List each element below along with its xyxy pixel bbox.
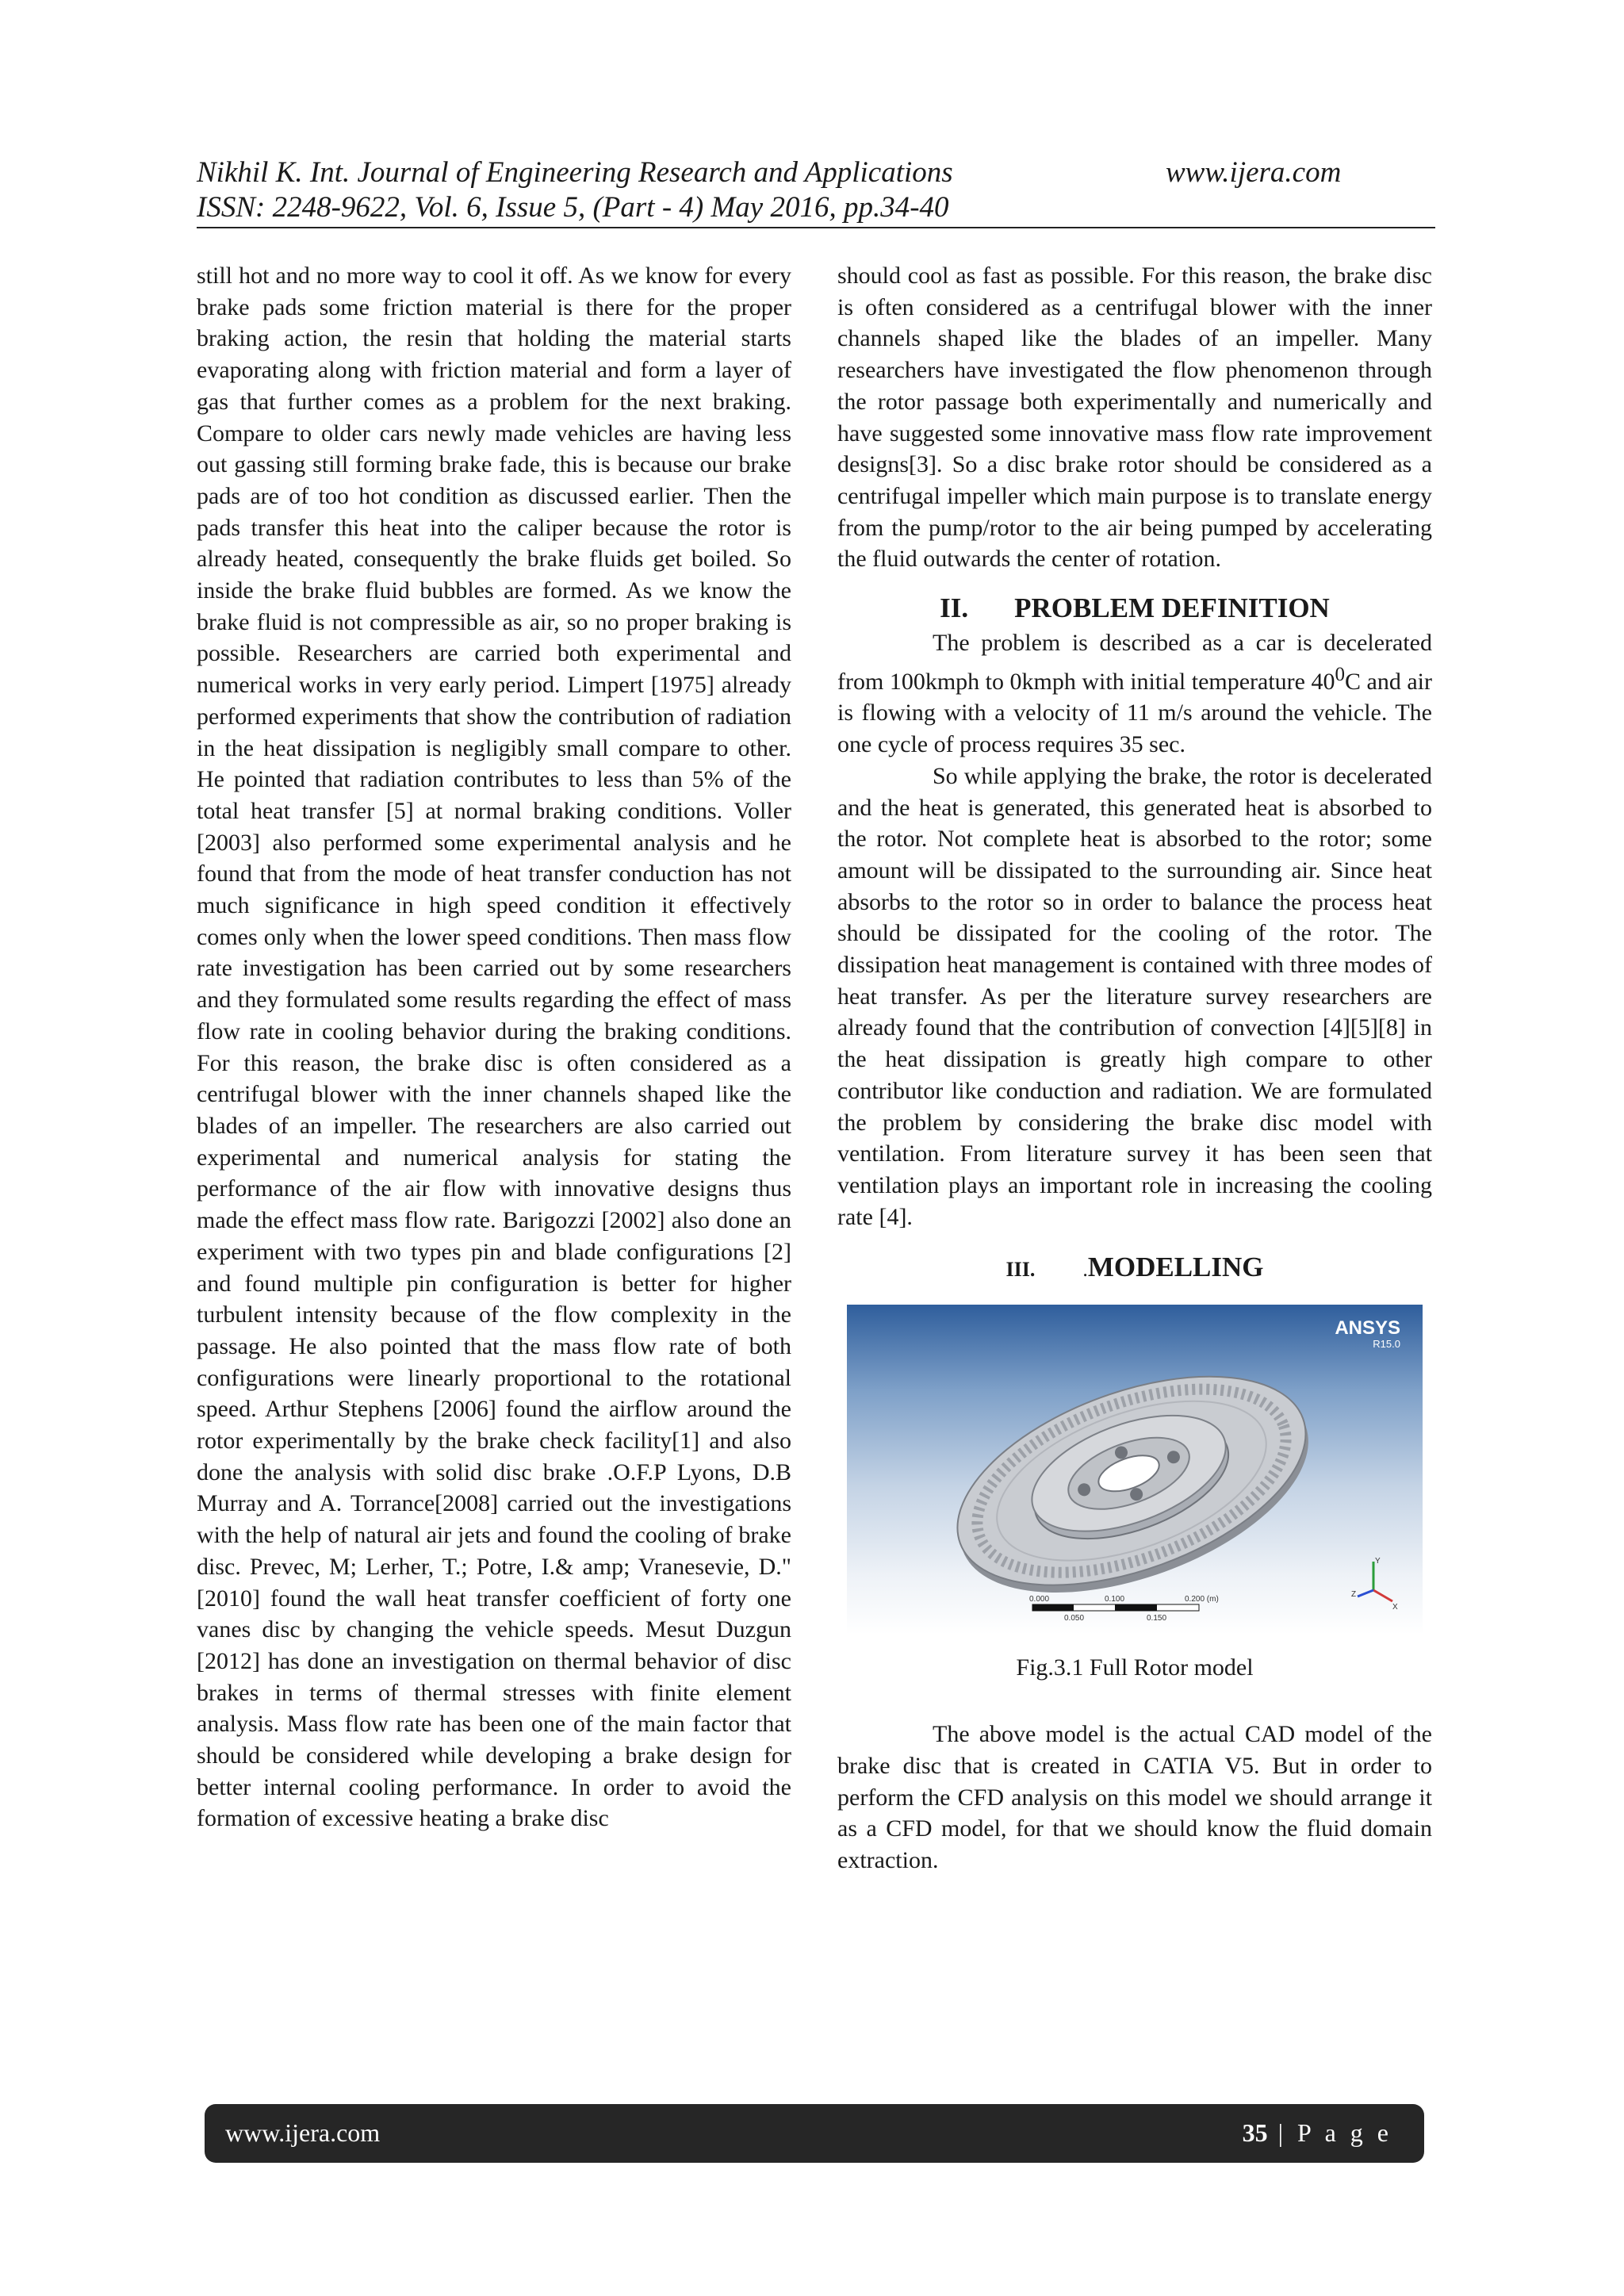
section-heading-problem-definition [837,591,1432,626]
section-number: II. [940,592,969,624]
ansys-logo [1335,1319,1400,1351]
footer-website[interactable]: www.ijera.com [225,2118,381,2147]
axis-triad-icon [1351,1555,1399,1611]
scale-label-50: 0.050 [1064,1614,1085,1623]
header-website[interactable]: www.ijera.com [1166,156,1342,189]
page-header [197,155,1434,225]
right-column [837,260,1432,1876]
journal-title: Nikhil K. Int. Journal of Engineering Research and Applications [197,156,953,189]
left-column [197,260,791,1834]
footer-page [1243,2118,1392,2148]
brake-rotor-image [847,1305,1423,1635]
axis-z-label: Z [1351,1590,1357,1600]
page-label: | P a g e [1267,2118,1392,2147]
scale-bar [1029,1593,1220,1625]
left-paragraph: still hot and no more way to cool it off. As we know for every brake pads some friction material is there for the proper braking action, the resin that holding the material starts evaporating along with friction material and form a layer of gas that further comes as a problem for the next braking. Compare to older cars newly made vehicles are having less out gassing still forming brake fade, this is because our brake pads are of too hot condition as discussed earlier. Then the pads transfer this heat into the caliper because the rotor is already heated, consequently the brake fluids get boiled. So inside the brake fluid bubbles are formed. As we know the brake fluid is not compressible as air, so no proper braking is possible. Researchers are carried both experimental and numerical works in very early period. Limpert [1975] already performed experiments that show the contribution of radiation in the heat dissipation is negligibly small compare to other. He pointed that radiation contributes to less than 5% of the total heat transfer [5] at normal braking conditions. Voller [2003] also performed some experimental analysis and he found that from the mode of heat transfer conduction has not much significance in high speed condition it effectively comes only when the lower speed conditions. Then mass flow rate investigation has been carried out by some researchers and they formulated some results regarding the effect of mass flow rate in cooling behavior during the braking conditions. For this reason, the brake disc is often considered as a centrifugal blower with the inner channels shaped like the blades of an impeller. The researchers are also carried out experimental and numerical analysis for stating the performance of the air flow with innovative designs thus made the effect mass flow rate. Barigozzi [2002] also done an experiment with two types pin and blade configurations [2] and found multiple pin configuration is better for higher turbulent intensity because of the flow complexity in the passage. He also pointed that the mass flow rate of both configurations were linearly proportional to the rotational speed. Arthur Stephens [2006] found the airflow around the rotor experimentally by the brake check facility[1] and also done the analysis with solid disc brake .O.F.P Lyons, D.B Murray and A. Torrance[2008] carried out the investigations with the help of natural air jets and found the cooling of brake disc. Prevec, M; Lerher, T.; Potre, I.& amp; Vranesevie, D."[2010] found the wall heat transfer coefficient of forty one vanes disc by changing the vehicle speeds. Mesut Duzgun [2012] has done an investigation on thermal behavior of disc brakes in terms of thermal stresses with finite element analysis. Mass flow rate has been one of the main factor that should be considered while developing a brake design for better internal cooling performance. In order to avoid the formation of excessive heating a brake disc [197,263,791,1832]
axis-x-label: X [1392,1603,1398,1612]
journal-line [197,155,1434,190]
ansys-logo-text: ANSYS [1335,1317,1400,1340]
axis-y-label: Y [1375,1557,1381,1566]
page-number: 35 [1242,2118,1268,2147]
scale-label-200: 0.200 (m) [1185,1595,1219,1604]
section-dot: . [1082,1258,1088,1282]
problem-paragraph [837,627,1432,761]
right-paragraph-3: So while applying the brake, the rotor is decelerated and the heat is generated, this generated heat is absorbed to the rotor. Not complete heat is absorbed to the rotor; some amount will be dissipated to the surrounding air. Since heat absorbs to the rotor so in order to balance the process heat should be dissipated for the cooling of the rotor. The dissipation heat management is contained with three modes of heat transfer. As per the literature survey researchers are already found that the contribution of convection [4][5][8] in the heat dissipation is greatly high compare to other contributor like conduction and radiation. We are formulated the problem by considering the brake disc model with ventilation. From literature survey it has been seen that ventilation plays an important role in increasing the cooling rate [4]. [837,762,1432,1230]
right-paragraph-4: The above model is the actual CAD model of the brake disc that is created in CATIA V5. But in order to perform the CFD analysis on this model we should arrange it as a CFD model, for that we should know the fluid domain extraction. [837,1721,1432,1873]
right-paragraph-1: should cool as fast as possible. For this reason, the brake disc is often considered as a centrifugal blower with the inner channels shaped like the blades of an impeller. Many researchers have investigated the flow phenomenon through the rotor passage both experimentally and numerically and have suggested some innovative mass flow rate improvement designs[3]. So a disc brake rotor should be considered as a centrifugal impeller which main purpose is to translate energy from the pump/rotor to the air being pumped by accelerating the fluid outwards the center of rotation. [837,263,1432,573]
problem-text-a: The problem is described as a car is decelerated from 100kmph to 0kmph with initial temperature 40 [837,630,1432,695]
scale-label-0: 0.000 [1029,1595,1050,1604]
scale-label-100: 0.100 [1105,1595,1125,1604]
ansys-version: R15.0 [1373,1338,1400,1351]
degree-superscript: 0 [1335,663,1345,685]
section-title: PROBLEM DEFINITION [1014,592,1330,624]
scale-label-150: 0.150 [1147,1614,1167,1623]
figure-caption: Fig.3.1 Full Rotor model [1016,1654,1254,1681]
problem-text-b: C and air is flowing with a velocity of 11 m/s around the vehicle. The one cycle of process requires 35 sec. [837,668,1432,758]
section-heading-modelling [837,1250,1432,1287]
rotor-figure [847,1305,1423,1635]
page-footer [205,2104,1424,2163]
issn-line: ISSN: 2248-9622, Vol. 6, Issue 5, (Part - 4) May 2016, pp.34-40 [197,191,949,224]
header-rule [197,227,1435,228]
section-title: MODELLING [1087,1251,1264,1283]
section-number: III. [1005,1258,1036,1282]
